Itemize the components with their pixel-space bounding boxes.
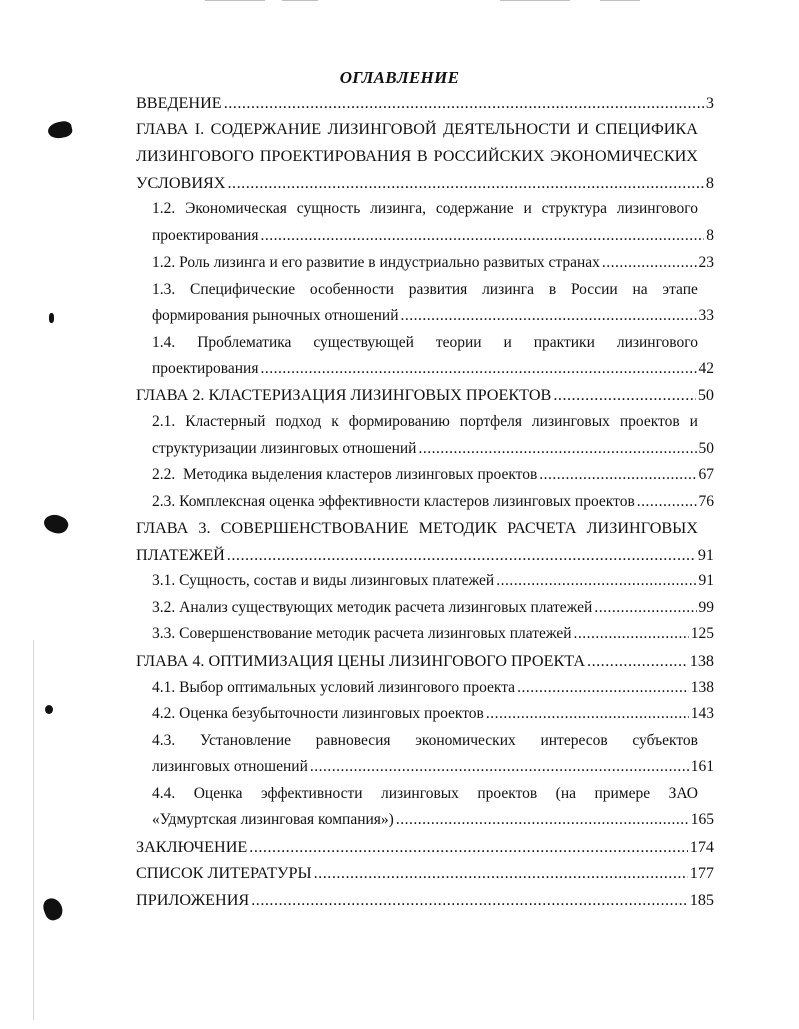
word: 3. (198, 519, 211, 537)
toc-entry-s2-1-line1[interactable] (152, 412, 698, 432)
toc-page-number: 99 (698, 599, 714, 616)
word: СПЕЦИФИКА (595, 120, 698, 138)
toc-entry-label: ВВЕДЕНИЕ (136, 94, 222, 112)
toc-entry-s3-2[interactable] (152, 598, 714, 618)
toc-leader (260, 359, 696, 379)
word: равновесия (315, 732, 391, 749)
toc-page-number: 138 (690, 679, 714, 696)
scan-artifact-line (205, 0, 265, 1)
word: и (689, 413, 698, 430)
word: 1.2. (152, 200, 176, 217)
toc-entry-label: 2.2. Методика выделения кластеров лизинговых проектов (152, 466, 538, 483)
toc-page-number: 67 (698, 466, 714, 483)
toc-entry-appendix[interactable] (136, 890, 714, 910)
toc-leader (228, 173, 704, 193)
word: Установление (199, 732, 292, 749)
toc-entry-references[interactable] (136, 863, 714, 883)
toc-page-number: 125 (690, 625, 714, 642)
toc-entry-label: ГЛАВА 2. КЛАСТЕРИЗАЦИЯ ЛИЗИНГОВЫХ ПРОЕКТОВ (136, 386, 552, 404)
word: субъектов (632, 732, 698, 749)
toc-entry-ch2[interactable] (136, 385, 714, 405)
word: проектов (619, 413, 680, 430)
word: ГЛАВА (136, 120, 189, 138)
ink-blot (45, 705, 53, 714)
toc-entry-ch1[interactable] (136, 173, 714, 193)
word: ПРОЕКТИРОВАНИЯ (259, 147, 412, 165)
word: Проблематика (197, 334, 292, 351)
word: И (577, 120, 589, 138)
toc-page-number: 174 (689, 838, 714, 856)
scan-edge-line (33, 640, 34, 1020)
toc-page-number: 161 (690, 758, 714, 775)
word: ДЕЯТЕЛЬНОСТИ (443, 120, 571, 138)
word: СОВЕРШЕНСТВОВАНИЕ (220, 519, 409, 537)
toc-leader (251, 890, 688, 910)
ink-blot (41, 511, 70, 537)
toc-page-number: 91 (697, 546, 714, 564)
word: ЭКОНОМИЧЕСКИХ (550, 147, 698, 165)
word: МЕТОДИК (418, 519, 498, 537)
word: этапе (662, 281, 698, 298)
toc-leader (396, 810, 689, 830)
toc-leader (401, 306, 697, 326)
toc-page-number: 138 (689, 652, 714, 670)
toc-leader (637, 492, 697, 512)
scan-artifact-line (282, 0, 318, 1)
toc-entry-ch3[interactable] (136, 545, 714, 565)
toc-entry-label: 3.3. Совершенствование методик расчета лизинговых платежей (152, 625, 572, 642)
toc-entry-label: ПЛАТЕЖЕЙ (136, 546, 225, 564)
toc-page-number: 23 (698, 254, 714, 271)
scan-artifact-line (500, 0, 570, 1)
toc-leader (594, 598, 696, 618)
toc-page-number: 33 (698, 307, 714, 324)
toc-entry-label: «Удмуртская лизинговая компания») (152, 811, 394, 828)
word: лизингового (616, 200, 698, 217)
toc-entry-s3-1[interactable] (152, 571, 714, 591)
word: ЛИЗИНГОВОГО (136, 147, 254, 165)
word: сущность (296, 200, 361, 217)
toc-entry-s1-3[interactable] (152, 306, 714, 326)
toc-entry-s1-1-line1[interactable] (152, 199, 698, 219)
toc-entry-label: 1.2. Роль лизинга и его развитие в индустриально развитых странах (152, 254, 600, 271)
word: РАСЧЕТА (507, 519, 577, 537)
toc-entry-s4-1[interactable] (152, 678, 714, 698)
word: проектов (477, 785, 538, 802)
toc-page-number: 91 (698, 572, 714, 589)
toc-entry-s4-4-line1[interactable] (152, 784, 698, 804)
word: 1.4. (152, 334, 176, 351)
toc-entry-label: 3.1. Сущность, состав и виды лизинговых платежей (152, 572, 495, 589)
word: эффективности (261, 785, 363, 802)
toc-leader (553, 385, 695, 405)
ink-blot (49, 313, 54, 323)
word: ЗАО (668, 785, 698, 802)
toc-entry-label: формирования рыночных отношений (152, 307, 399, 324)
toc-entry-intro[interactable] (136, 93, 714, 113)
toc-entry-ch1-line1[interactable] (136, 119, 698, 139)
toc-entry-s2-2[interactable] (152, 465, 714, 485)
toc-entry-label: 4.2. Оценка безубыточности лизинговых проектов (152, 705, 484, 722)
word: России (570, 281, 618, 298)
word: 1.3. (152, 281, 176, 298)
word: РОССИЙСКИХ (433, 147, 545, 165)
toc-entry-s4-4[interactable] (152, 810, 714, 830)
toc-entry-s2-1[interactable] (152, 439, 714, 459)
word: содержание (435, 200, 514, 217)
toc-leader (224, 93, 704, 113)
toc-leader (249, 837, 687, 857)
toc-entry-label: ЗАКЛЮЧЕНИЕ (136, 838, 248, 856)
word: I. (194, 120, 205, 138)
word: на (632, 281, 648, 298)
toc-entry-s2-3[interactable] (152, 492, 714, 512)
toc-page-number: 50 (697, 386, 714, 404)
toc-leader (418, 439, 696, 459)
toc-leader (496, 571, 696, 591)
toc-entry-label: 2.3. Комплексная оценка эффективности кластеров лизинговых проектов (152, 493, 635, 510)
word: 4.3. (152, 732, 176, 749)
scan-artifact-line (600, 0, 640, 1)
word: и (503, 334, 512, 351)
toc-page-number: 50 (698, 440, 714, 457)
ink-blot (41, 896, 65, 923)
toc-entry-ch4[interactable] (136, 651, 714, 671)
toc-entry-s1-2[interactable] (152, 253, 714, 273)
toc-leader (227, 545, 696, 565)
word: лизинговых (531, 413, 610, 430)
word: структура (541, 200, 607, 217)
word: Экономическая (185, 200, 287, 217)
word: примере (594, 785, 651, 802)
toc-page-number: 42 (698, 360, 714, 377)
toc-leader (314, 863, 688, 883)
word: (на (555, 785, 577, 802)
word: Оценка (193, 785, 243, 802)
toc-entry-conclusion[interactable] (136, 837, 714, 857)
word: подход (275, 413, 322, 430)
word: лизинга (482, 281, 535, 298)
word: в (548, 281, 557, 298)
toc-entry-label: ПРИЛОЖЕНИЯ (136, 891, 250, 909)
toc-page-number: 3 (705, 94, 714, 112)
toc-entry-label: ГЛАВА 4. ОПТИМИЗАЦИЯ ЦЕНЫ ЛИЗИНГОВОГО ПРОЕКТА (136, 652, 586, 670)
word: ЛИЗИНГОВОЙ (327, 120, 437, 138)
word: существующей (313, 334, 414, 351)
word: теории (435, 334, 482, 351)
toc-leader (486, 704, 689, 724)
word: 4.4. (152, 785, 176, 802)
word: СОДЕРЖАНИЕ (210, 120, 322, 138)
toc-entry-s1-4-line1[interactable] (152, 333, 698, 353)
word: В (416, 147, 428, 165)
toc-page-number: 76 (698, 493, 714, 510)
toc-page-number: 143 (690, 705, 714, 722)
word: интересов (540, 732, 608, 749)
toc-leader (602, 253, 697, 273)
toc-entry-label: СПИСОК ЛИТЕРАТУРЫ (136, 864, 312, 882)
toc-entry-s1-4[interactable] (152, 359, 714, 379)
toc-leader (310, 757, 689, 777)
toc-leader (587, 651, 688, 671)
toc-entry-label: проектирования (152, 227, 259, 244)
word: лизинговых (380, 785, 459, 802)
toc-title: ОГЛАВЛЕНИЕ (339, 68, 460, 87)
toc-entry-s4-3[interactable] (152, 757, 714, 777)
toc-entry-label: структуризации лизинговых отношений (152, 440, 417, 457)
toc-entry-s3-3[interactable] (152, 624, 714, 644)
word: формированию (348, 413, 450, 430)
word: портфеля (459, 413, 522, 430)
word: ГЛАВА (136, 519, 189, 537)
ink-blot (47, 120, 74, 141)
word: Кластерный (185, 413, 266, 430)
word: и (523, 200, 532, 217)
toc-leader (539, 465, 696, 485)
toc-page-number: 185 (689, 891, 714, 909)
word: ЛИЗИНГОВЫХ (586, 519, 698, 537)
word: лизингового (616, 334, 698, 351)
word: экономических (415, 732, 516, 749)
toc-leader (260, 226, 704, 246)
word: особенности (309, 281, 394, 298)
toc-entry-label: проектирования (152, 360, 259, 377)
toc-entry-ch1-line2[interactable] (136, 146, 698, 166)
toc-entry-label: УСЛОВИЯХ (136, 174, 226, 192)
toc-entry-s4-3-line1[interactable] (152, 731, 698, 751)
toc-leader (517, 678, 689, 698)
toc-entry-label: 3.2. Анализ существующих методик расчета лизинговых платежей (152, 599, 593, 616)
toc-entry-label: 4.1. Выбор оптимальных условий лизингового проекта (152, 679, 516, 696)
toc-entry-s1-3-line1[interactable] (152, 280, 698, 300)
word: лизинга, (370, 200, 426, 217)
toc-page-number: 165 (690, 811, 714, 828)
word: развития (408, 281, 468, 298)
word: практики (533, 334, 595, 351)
toc-entry-ch3-line1[interactable] (136, 518, 698, 538)
toc-entry-s1-1[interactable] (152, 226, 714, 246)
word: Специфические (190, 281, 296, 298)
toc-entry-label: лизинговых отношений (152, 758, 308, 775)
word: к (331, 413, 339, 430)
toc-page-number: 177 (689, 864, 714, 882)
word: 2.1. (152, 413, 176, 430)
toc-page-number: 8 (705, 174, 714, 192)
toc-leader (574, 624, 689, 644)
toc-entry-s4-2[interactable] (152, 704, 714, 724)
toc-page-number: 8 (706, 227, 714, 244)
